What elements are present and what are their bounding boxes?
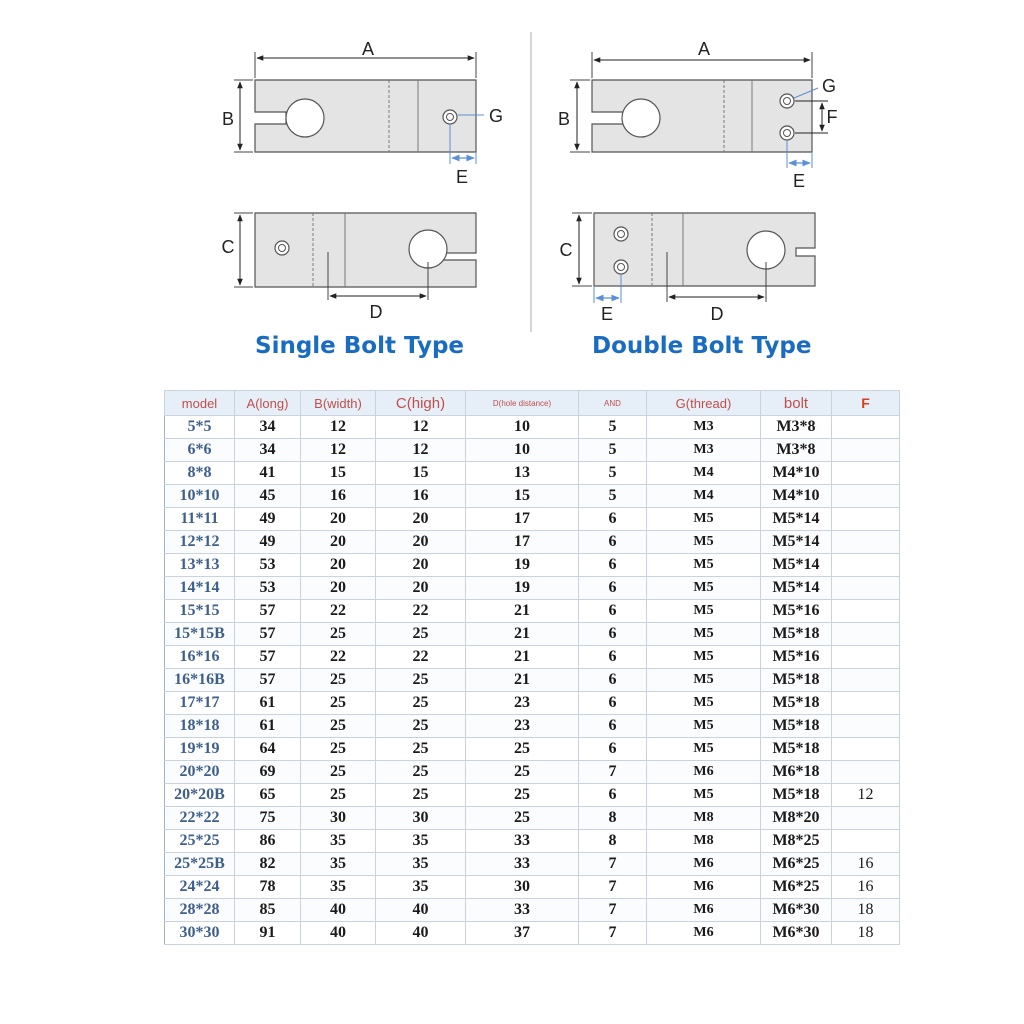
double-side-d-label: D xyxy=(710,304,724,324)
cell-a-long: 49 xyxy=(235,531,301,554)
double-top-e-label: E xyxy=(792,171,806,191)
cell-d-hole-distance: 10 xyxy=(466,416,579,439)
specification-table xyxy=(164,390,900,945)
cell-b-width: 22 xyxy=(301,600,376,623)
cell-a-long: 34 xyxy=(235,439,301,462)
cell-b-width: 35 xyxy=(301,830,376,853)
cell-and: 6 xyxy=(579,508,647,531)
cell-model: 18*18 xyxy=(165,715,235,738)
cell-f xyxy=(832,531,900,554)
cell-b-width: 25 xyxy=(301,738,376,761)
cell-bolt: M6*18 xyxy=(761,761,832,784)
cell-d-hole-distance: 25 xyxy=(466,761,579,784)
table-row xyxy=(165,600,900,623)
double-side-view xyxy=(572,213,815,303)
table-row xyxy=(165,531,900,554)
table-row xyxy=(165,853,900,876)
cell-c-high: 25 xyxy=(376,784,466,807)
cell-bolt: M5*14 xyxy=(761,508,832,531)
table-row xyxy=(165,761,900,784)
cell-g-thread: M6 xyxy=(647,876,761,899)
cell-and: 8 xyxy=(579,807,647,830)
cell-g-thread: M6 xyxy=(647,761,761,784)
cell-f xyxy=(832,669,900,692)
cell-f xyxy=(832,600,900,623)
cell-g-thread: M5 xyxy=(647,715,761,738)
cell-bolt: M3*8 xyxy=(761,416,832,439)
table-row xyxy=(165,692,900,715)
cell-c-high: 16 xyxy=(376,485,466,508)
cell-c-high: 25 xyxy=(376,623,466,646)
cell-b-width: 20 xyxy=(301,531,376,554)
cell-model: 16*16 xyxy=(165,646,235,669)
double-top-view xyxy=(570,52,828,168)
cell-and: 6 xyxy=(579,715,647,738)
table-header xyxy=(165,391,900,416)
cell-a-long: 82 xyxy=(235,853,301,876)
cell-a-long: 57 xyxy=(235,669,301,692)
cell-and: 6 xyxy=(579,646,647,669)
cell-a-long: 86 xyxy=(235,830,301,853)
table-row xyxy=(165,830,900,853)
cell-c-high: 35 xyxy=(376,853,466,876)
cell-g-thread: M5 xyxy=(647,623,761,646)
cell-g-thread: M5 xyxy=(647,508,761,531)
table-row xyxy=(165,669,900,692)
clamp-diagrams xyxy=(0,0,1024,390)
cell-model: 19*19 xyxy=(165,738,235,761)
cell-f xyxy=(832,554,900,577)
cell-c-high: 20 xyxy=(376,531,466,554)
cell-f xyxy=(832,830,900,853)
cell-b-width: 35 xyxy=(301,876,376,899)
cell-b-width: 25 xyxy=(301,761,376,784)
double-side-e-label: E xyxy=(600,304,614,324)
cell-and: 6 xyxy=(579,600,647,623)
table-row xyxy=(165,646,900,669)
table-row xyxy=(165,899,900,922)
cell-and: 6 xyxy=(579,577,647,600)
cell-g-thread: M5 xyxy=(647,554,761,577)
cell-b-width: 22 xyxy=(301,646,376,669)
table-row xyxy=(165,623,900,646)
cell-a-long: 61 xyxy=(235,715,301,738)
cell-b-width: 25 xyxy=(301,669,376,692)
cell-a-long: 61 xyxy=(235,692,301,715)
cell-b-width: 40 xyxy=(301,899,376,922)
cell-f xyxy=(832,807,900,830)
cell-f xyxy=(832,692,900,715)
cell-c-high: 25 xyxy=(376,761,466,784)
cell-c-high: 22 xyxy=(376,600,466,623)
cell-model: 11*11 xyxy=(165,508,235,531)
table-row xyxy=(165,577,900,600)
table-row xyxy=(165,715,900,738)
cell-d-hole-distance: 19 xyxy=(466,554,579,577)
cell-c-high: 25 xyxy=(376,715,466,738)
cell-d-hole-distance: 25 xyxy=(466,807,579,830)
cell-bolt: M6*25 xyxy=(761,876,832,899)
cell-bolt: M5*18 xyxy=(761,669,832,692)
cell-c-high: 20 xyxy=(376,554,466,577)
cell-bolt: M4*10 xyxy=(761,462,832,485)
cell-bolt: M5*18 xyxy=(761,784,832,807)
cell-c-high: 30 xyxy=(376,807,466,830)
cell-and: 5 xyxy=(579,462,647,485)
cell-a-long: 49 xyxy=(235,508,301,531)
cell-b-width: 25 xyxy=(301,784,376,807)
cell-model: 12*12 xyxy=(165,531,235,554)
cell-a-long: 75 xyxy=(235,807,301,830)
cell-model: 15*15 xyxy=(165,600,235,623)
table-row xyxy=(165,462,900,485)
cell-model: 15*15B xyxy=(165,623,235,646)
cell-d-hole-distance: 30 xyxy=(466,876,579,899)
cell-a-long: 53 xyxy=(235,554,301,577)
cell-b-width: 20 xyxy=(301,577,376,600)
cell-and: 6 xyxy=(579,692,647,715)
table-body xyxy=(165,416,900,945)
header-g-thread: G(thread) xyxy=(647,391,761,416)
cell-d-hole-distance: 13 xyxy=(466,462,579,485)
cell-f xyxy=(832,416,900,439)
cell-model: 10*10 xyxy=(165,485,235,508)
cell-f: 18 xyxy=(832,899,900,922)
table-row xyxy=(165,738,900,761)
cell-a-long: 57 xyxy=(235,600,301,623)
cell-a-long: 85 xyxy=(235,899,301,922)
cell-a-long: 69 xyxy=(235,761,301,784)
cell-and: 6 xyxy=(579,554,647,577)
cell-b-width: 25 xyxy=(301,692,376,715)
cell-model: 20*20 xyxy=(165,761,235,784)
diagrams-area xyxy=(0,0,1024,390)
cell-bolt: M5*18 xyxy=(761,738,832,761)
header-f: F xyxy=(832,391,900,416)
cell-d-hole-distance: 23 xyxy=(466,692,579,715)
table-row xyxy=(165,784,900,807)
cell-c-high: 20 xyxy=(376,577,466,600)
cell-a-long: 64 xyxy=(235,738,301,761)
cell-g-thread: M5 xyxy=(647,669,761,692)
cell-and: 7 xyxy=(579,853,647,876)
cell-a-long: 65 xyxy=(235,784,301,807)
cell-g-thread: M6 xyxy=(647,922,761,945)
cell-f xyxy=(832,577,900,600)
cell-model: 20*20B xyxy=(165,784,235,807)
cell-c-high: 12 xyxy=(376,439,466,462)
cell-model: 8*8 xyxy=(165,462,235,485)
cell-b-width: 30 xyxy=(301,807,376,830)
cell-c-high: 25 xyxy=(376,669,466,692)
cell-f xyxy=(832,508,900,531)
cell-d-hole-distance: 21 xyxy=(466,646,579,669)
cell-a-long: 91 xyxy=(235,922,301,945)
cell-g-thread: M6 xyxy=(647,853,761,876)
cell-model: 25*25B xyxy=(165,853,235,876)
double-top-g-label: G xyxy=(821,76,837,96)
cell-g-thread: M5 xyxy=(647,577,761,600)
cell-bolt: M5*18 xyxy=(761,623,832,646)
cell-d-hole-distance: 21 xyxy=(466,669,579,692)
cell-g-thread: M8 xyxy=(647,830,761,853)
cell-g-thread: M4 xyxy=(647,462,761,485)
cell-g-thread: M5 xyxy=(647,692,761,715)
cell-f xyxy=(832,646,900,669)
table-row xyxy=(165,922,900,945)
single-side-view xyxy=(234,213,476,300)
cell-c-high: 15 xyxy=(376,462,466,485)
cell-model: 13*13 xyxy=(165,554,235,577)
cell-model: 16*16B xyxy=(165,669,235,692)
cell-c-high: 20 xyxy=(376,508,466,531)
cell-b-width: 15 xyxy=(301,462,376,485)
cell-g-thread: M5 xyxy=(647,784,761,807)
cell-f xyxy=(832,715,900,738)
cell-model: 6*6 xyxy=(165,439,235,462)
single-side-c-label: C xyxy=(221,237,235,257)
cell-b-width: 25 xyxy=(301,715,376,738)
header-row xyxy=(165,391,900,416)
cell-b-width: 20 xyxy=(301,508,376,531)
table-row xyxy=(165,485,900,508)
cell-and: 6 xyxy=(579,623,647,646)
cell-c-high: 35 xyxy=(376,876,466,899)
cell-model: 17*17 xyxy=(165,692,235,715)
single-side-d-label: D xyxy=(369,302,383,322)
cell-b-width: 20 xyxy=(301,554,376,577)
double-side-c-label: C xyxy=(559,240,573,260)
cell-g-thread: M4 xyxy=(647,485,761,508)
cell-g-thread: M3 xyxy=(647,439,761,462)
cell-bolt: M5*14 xyxy=(761,577,832,600)
cell-a-long: 57 xyxy=(235,623,301,646)
cell-model: 14*14 xyxy=(165,577,235,600)
cell-b-width: 12 xyxy=(301,416,376,439)
single-bolt-title: Single Bolt Type xyxy=(255,333,465,359)
cell-a-long: 41 xyxy=(235,462,301,485)
cell-d-hole-distance: 10 xyxy=(466,439,579,462)
cell-and: 6 xyxy=(579,784,647,807)
cell-d-hole-distance: 23 xyxy=(466,715,579,738)
cell-d-hole-distance: 33 xyxy=(466,830,579,853)
double-top-a-label: A xyxy=(697,39,711,59)
cell-bolt: M5*18 xyxy=(761,692,832,715)
cell-model: 22*22 xyxy=(165,807,235,830)
header-b-width: B(width) xyxy=(301,391,376,416)
cell-d-hole-distance: 19 xyxy=(466,577,579,600)
single-top-b-label: B xyxy=(221,109,235,129)
table-row xyxy=(165,554,900,577)
cell-bolt: M6*30 xyxy=(761,922,832,945)
cell-model: 28*28 xyxy=(165,899,235,922)
cell-and: 7 xyxy=(579,899,647,922)
cell-model: 30*30 xyxy=(165,922,235,945)
cell-d-hole-distance: 25 xyxy=(466,738,579,761)
cell-and: 6 xyxy=(579,531,647,554)
header-d-hole-distance: D(hole distance) xyxy=(466,391,579,416)
cell-a-long: 78 xyxy=(235,876,301,899)
cell-g-thread: M5 xyxy=(647,531,761,554)
cell-bolt: M6*25 xyxy=(761,853,832,876)
cell-c-high: 22 xyxy=(376,646,466,669)
cell-bolt: M6*30 xyxy=(761,899,832,922)
cell-model: 5*5 xyxy=(165,416,235,439)
cell-d-hole-distance: 37 xyxy=(466,922,579,945)
cell-a-long: 34 xyxy=(235,416,301,439)
cell-c-high: 40 xyxy=(376,922,466,945)
cell-and: 5 xyxy=(579,439,647,462)
cell-bolt: M8*20 xyxy=(761,807,832,830)
cell-g-thread: M5 xyxy=(647,600,761,623)
cell-g-thread: M8 xyxy=(647,807,761,830)
table-row xyxy=(165,416,900,439)
cell-b-width: 40 xyxy=(301,922,376,945)
cell-f xyxy=(832,623,900,646)
table-row xyxy=(165,807,900,830)
cell-model: 25*25 xyxy=(165,830,235,853)
cell-a-long: 45 xyxy=(235,485,301,508)
cell-g-thread: M5 xyxy=(647,646,761,669)
cell-f: 12 xyxy=(832,784,900,807)
cell-d-hole-distance: 17 xyxy=(466,531,579,554)
cell-bolt: M3*8 xyxy=(761,439,832,462)
cell-bolt: M5*18 xyxy=(761,715,832,738)
cell-and: 5 xyxy=(579,485,647,508)
header-c-high: C(high) xyxy=(376,391,466,416)
cell-f xyxy=(832,738,900,761)
cell-a-long: 57 xyxy=(235,646,301,669)
cell-d-hole-distance: 21 xyxy=(466,623,579,646)
header-model: model xyxy=(165,391,235,416)
cell-c-high: 25 xyxy=(376,692,466,715)
cell-f xyxy=(832,485,900,508)
cell-d-hole-distance: 21 xyxy=(466,600,579,623)
cell-g-thread: M6 xyxy=(647,899,761,922)
cell-f xyxy=(832,761,900,784)
cell-c-high: 12 xyxy=(376,416,466,439)
cell-f xyxy=(832,439,900,462)
table-row xyxy=(165,508,900,531)
cell-and: 5 xyxy=(579,416,647,439)
cell-bolt: M5*16 xyxy=(761,600,832,623)
header-a-long: A(long) xyxy=(235,391,301,416)
cell-b-width: 12 xyxy=(301,439,376,462)
double-bolt-title: Double Bolt Type xyxy=(592,333,812,359)
cell-bolt: M5*14 xyxy=(761,531,832,554)
cell-d-hole-distance: 17 xyxy=(466,508,579,531)
cell-d-hole-distance: 25 xyxy=(466,784,579,807)
cell-and: 6 xyxy=(579,669,647,692)
cell-and: 7 xyxy=(579,876,647,899)
table-row xyxy=(165,439,900,462)
cell-b-width: 16 xyxy=(301,485,376,508)
double-top-b-label: B xyxy=(557,109,571,129)
cell-b-width: 35 xyxy=(301,853,376,876)
cell-c-high: 25 xyxy=(376,738,466,761)
header-bolt: bolt xyxy=(761,391,832,416)
cell-and: 6 xyxy=(579,738,647,761)
cell-f xyxy=(832,462,900,485)
single-top-g-label: G xyxy=(488,106,504,126)
cell-c-high: 40 xyxy=(376,899,466,922)
header-and: AND xyxy=(579,391,647,416)
table-row xyxy=(165,876,900,899)
cell-model: 24*24 xyxy=(165,876,235,899)
cell-a-long: 53 xyxy=(235,577,301,600)
cell-d-hole-distance: 33 xyxy=(466,853,579,876)
cell-g-thread: M5 xyxy=(647,738,761,761)
cell-f: 16 xyxy=(832,876,900,899)
cell-bolt: M8*25 xyxy=(761,830,832,853)
cell-and: 7 xyxy=(579,922,647,945)
cell-f: 18 xyxy=(832,922,900,945)
cell-c-high: 35 xyxy=(376,830,466,853)
cell-bolt: M5*14 xyxy=(761,554,832,577)
single-top-view xyxy=(234,52,484,164)
single-top-e-label: E xyxy=(455,167,469,187)
cell-d-hole-distance: 15 xyxy=(466,485,579,508)
cell-b-width: 25 xyxy=(301,623,376,646)
single-top-a-label: A xyxy=(361,39,375,59)
cell-g-thread: M3 xyxy=(647,416,761,439)
double-top-f-label: F xyxy=(826,107,838,127)
cell-f: 16 xyxy=(832,853,900,876)
cell-and: 8 xyxy=(579,830,647,853)
cell-bolt: M5*16 xyxy=(761,646,832,669)
cell-and: 7 xyxy=(579,761,647,784)
cell-bolt: M4*10 xyxy=(761,485,832,508)
cell-d-hole-distance: 33 xyxy=(466,899,579,922)
